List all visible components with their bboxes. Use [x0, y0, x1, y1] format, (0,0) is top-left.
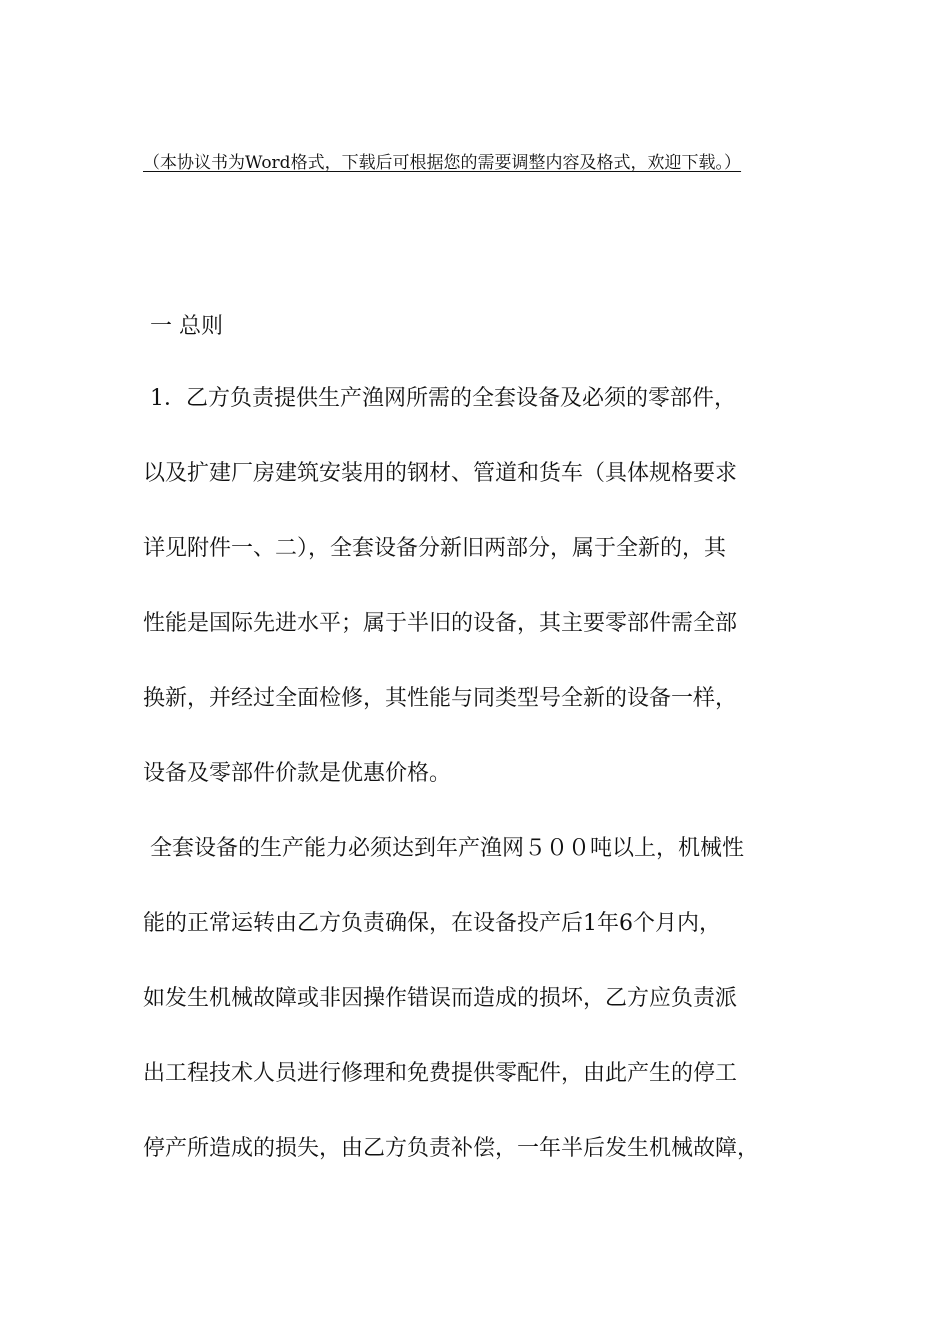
paragraph-line: 详见附件一、二），全套设备分新旧两部分，属于全新的，其 — [143, 536, 727, 561]
paragraph-line: 设备及零部件价款是优惠价格。 — [143, 761, 452, 786]
paragraph-line: 能的正常运转由乙方负责确保，在设备投产后1年6个月内， — [143, 911, 721, 936]
paragraph-line: 出工程技术人员进行修理和免费提供零配件，由此产生的停工 — [143, 1061, 738, 1086]
paragraph-line: 性能是国际先进水平；属于半旧的设备，其主要零部件需全部 — [143, 611, 738, 636]
paragraph-line: 1．乙方负责提供生产渔网所需的全套设备及必须的零部件， — [143, 386, 736, 411]
paragraph-line: 停产所造成的损失，由乙方负责补偿，一年半后发生机械故障， — [143, 1136, 760, 1161]
document-note: （本协议书为Word格式，下载后可根据您的需要调整内容及格式，欢迎下载。） — [143, 153, 742, 173]
section-heading: 一 总则 — [150, 314, 223, 339]
paragraph-line: 全套设备的生产能力必须达到年产渔网５００吨以上，机械性 — [143, 836, 744, 861]
paragraph-line: 如发生机械故障或非因操作错误而造成的损坏，乙方应负责派 — [143, 986, 738, 1011]
paragraph-line: 以及扩建厂房建筑安装用的钢材、管道和货车（具体规格要求 — [143, 461, 738, 486]
paragraph-line: 换新，并经过全面检修，其性能与同类型号全新的设备一样， — [143, 686, 738, 711]
